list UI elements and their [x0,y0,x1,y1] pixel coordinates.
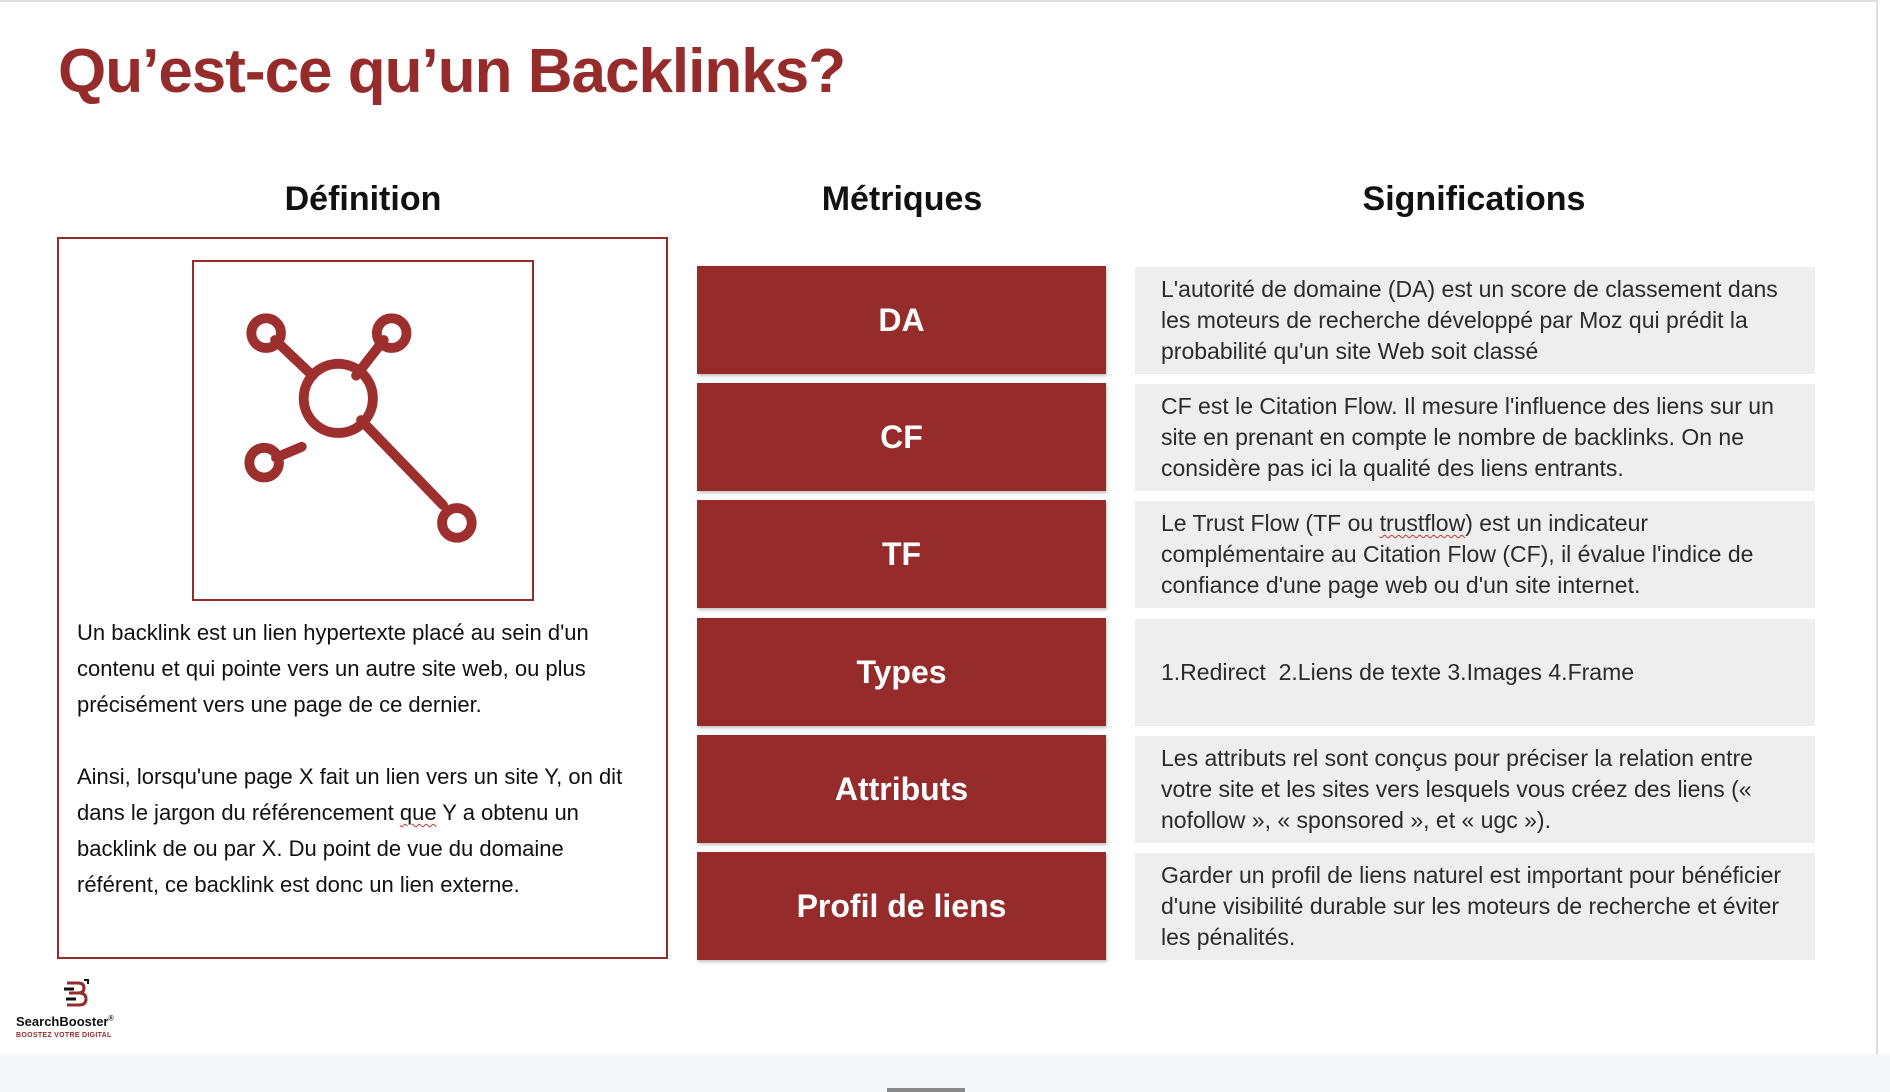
meaning-text-end: ) est un indicateur complémentaire au Citation Flow (CF), il évalue l'indice de confiance d'une page web ou d'un site internet. [1161,510,1754,598]
metric-attributs [697,735,1106,843]
network-nodes-icon [194,262,532,599]
definition-paragraph-1: Un backlink est un lien hypertexte placé au sein d'un contenu et qui pointe vers un autre site web, ou plus précisément vers une page de ce dernier. [77,620,589,717]
metric-label: Profil de liens [796,887,1007,924]
metrics-heading: Métriques [821,180,983,218]
searchbooster-logo-icon [60,978,92,1010]
viewer-bottom-bar [0,1054,1890,1092]
definition-paragraph-2-end: Y a obtenu un backlink de ou par X. Du point de vue du domaine référent, ce backlink est donc un lien externe. [77,800,579,897]
meaning-text [1161,508,1791,601]
metric-tf [697,500,1106,608]
meaning-text: Les attributs rel sont conçus pour préciser la relation entre votre site et les sites vers lesquels vous créez des liens (« nofollow », « sponsored », et « ugc »). [1161,745,1753,833]
spellcheck-flagged-word: trustflow [1379,510,1466,536]
definition-paragraph-2-start: Ainsi, lorsqu'une page X fait un lien vers un site Y, on dit dans le jargon du référencement [77,764,623,825]
meaning-text: CF est le Citation Flow. Il mesure l'influence des liens sur un site en prenant en compte le nombre de backlinks. On ne considère pas ici la qualité des liens entrants. [1161,393,1774,481]
icon-frame [192,260,534,601]
metric-label: Attributs [834,770,969,807]
meaning-types [1135,619,1815,726]
metric-profil-de-liens [697,852,1106,960]
logo-tagline: BOOSTEZ VOTRE DIGITAL [16,1032,112,1039]
scroll-handle[interactable] [887,1088,965,1092]
meaning-attributs [1135,736,1815,843]
definition-text [77,615,647,939]
metric-types [697,618,1106,726]
metric-cf [697,383,1106,491]
page-title: Qu’est-ce qu’un Backlinks? [58,37,846,106]
definition-panel [57,237,668,959]
meaning-text: Garder un profil de liens naturel est important pour bénéficier d'une visibilité durable sur les moteurs de recherche et éviter les pénalités. [1161,862,1782,950]
meaning-tf [1135,501,1815,608]
meaning-cf [1135,384,1815,491]
meanings-heading: Significations [1362,180,1586,218]
metric-label: TF [881,535,922,572]
meaning-da [1135,267,1815,374]
meaning-text: 1.Redirect 2.Liens de texte 3.Images 4.Frame [1161,659,1635,685]
logo-name [16,1014,114,1029]
metric-label: DA [878,301,925,338]
spellcheck-flagged-word: que [399,800,437,825]
meaning-profil-de-liens [1135,853,1815,960]
metric-label: CF [880,418,923,455]
registered-mark: ® [108,1015,114,1023]
searchbooster-logo [16,978,146,1042]
definition-paragraph-2 [77,759,647,903]
logo-name-text: SearchBooster [16,1014,109,1029]
definition-heading: Définition [284,180,442,218]
meaning-text: L'autorité de domaine (DA) est un score de classement dans les moteurs de recherche développé par Moz qui prédit la probabilité qu'un site Web soit classé [1161,276,1778,364]
metric-da [697,266,1106,374]
metric-label: Types [856,653,947,690]
meaning-text-start: Le Trust Flow (TF ou [1161,510,1380,536]
